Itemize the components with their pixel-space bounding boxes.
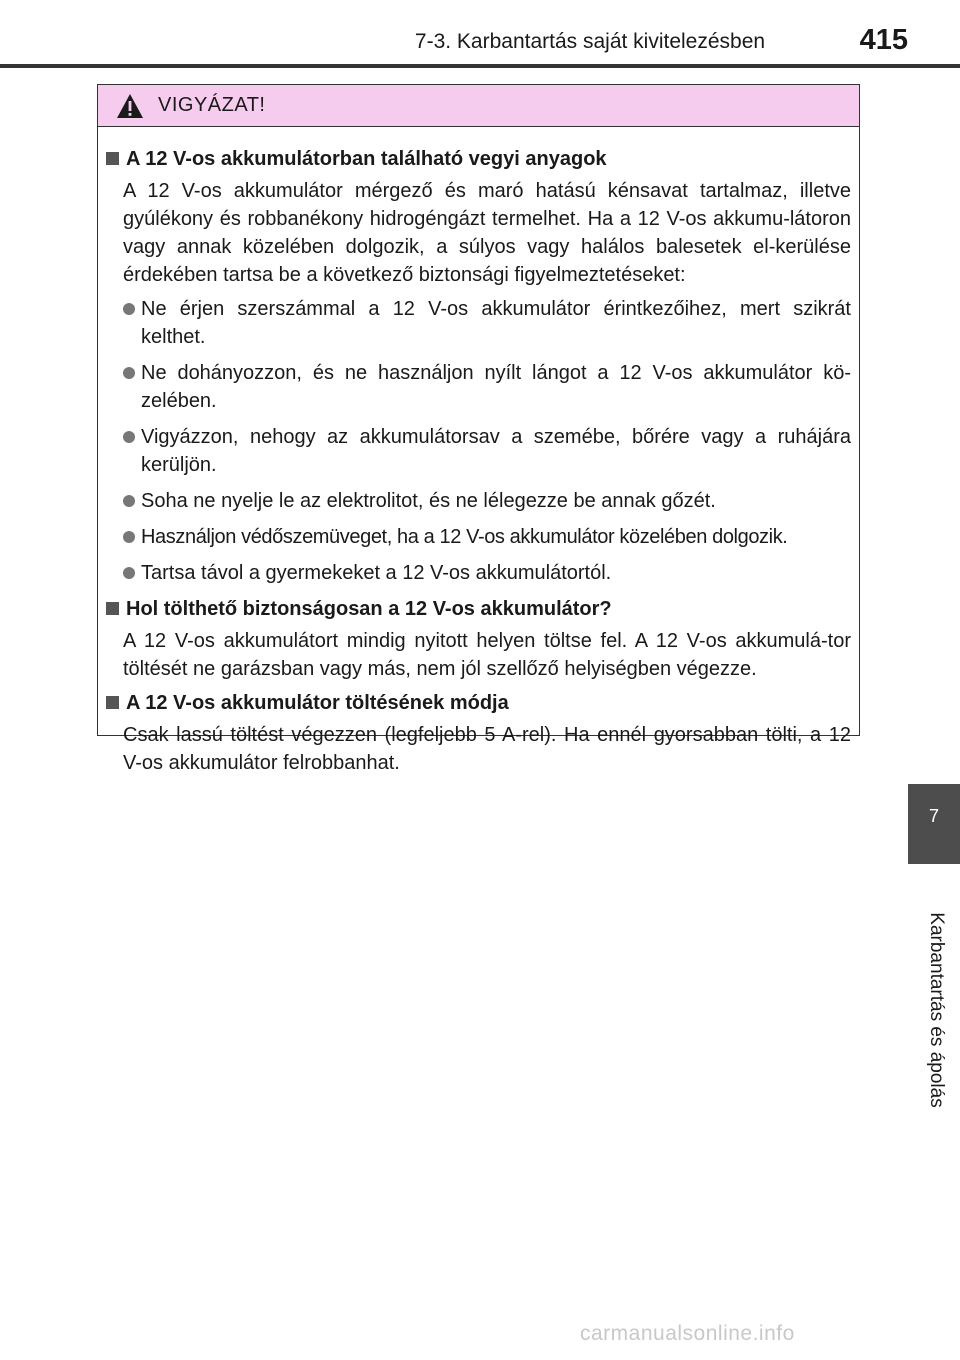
section-text: A 12 V-os akkumulátort mindig nyitott helyen töltse fel. A 12 V-os akkumulá-tor töltését ne garázsban vagy más, nem jól szellőző helyiségben végezze.: [123, 630, 851, 680]
dot-bullet-icon: [123, 567, 135, 579]
section-title-text: Hol tölthető biztonságosan a 12 V-os akkumulátor?: [126, 598, 612, 620]
list-item: [106, 487, 851, 515]
header-rule: [0, 64, 960, 68]
list-item: [106, 423, 851, 479]
square-bullet-icon: [106, 602, 119, 615]
dot-bullet-icon: [123, 303, 135, 315]
page-number: 415: [859, 24, 908, 56]
dot-bullet-icon: [123, 431, 135, 443]
bullet-list: [106, 295, 851, 587]
section-charging-method: [106, 689, 851, 777]
list-item-text: Vigyázzon, nehogy az akkumulátorsav a szemébe, bőrére vagy a ruhájára kerüljön.: [141, 426, 851, 476]
side-tab-number: 7: [908, 784, 960, 864]
warning-label: VIGYÁZAT!: [158, 94, 266, 116]
section-text: Csak lassú töltést végezzen (legfeljebb 5 A-rel). Ha ennél gyorsabban tölti, a 12 V-os akkumulátor felrobbanhat.: [123, 724, 851, 774]
section-title: [106, 689, 851, 717]
section-title-text: A 12 V-os akkumulátor töltésének módja: [126, 692, 509, 714]
list-item-text: Ne dohányozzon, és ne használjon nyílt lángot a 12 V-os akkumulátor kö-zelében.: [141, 362, 851, 412]
square-bullet-icon: [106, 152, 119, 165]
list-item: [106, 523, 851, 551]
section-text: A 12 V-os akkumulátor mérgező és maró hatású kénsavat tartalmaz, illetve gyúlékony és robbanékony hidrogéngázt termelhet. Ha a 12 V-os akkumu-látoron vagy annak közelében dolgozik, a súlyos vagy halálos balesetek el-kerülése érdekében tartsa be a következő biztonsági figyelmeztetéseket:: [123, 180, 851, 286]
warning-body: [98, 127, 859, 777]
dot-bullet-icon: [123, 367, 135, 379]
list-item-text: Ne érjen szerszámmal a 12 V-os akkumulátor érintkezőihez, mert szikrát kelthet.: [141, 298, 851, 348]
list-item-text: Tartsa távol a gyermekeket a 12 V-os akkumulátortól.: [141, 562, 612, 584]
warning-box: [97, 84, 860, 774]
header-title: 7-3. Karbantartás saját kivitelezésben: [414, 30, 766, 53]
list-item: [106, 559, 851, 587]
square-bullet-icon: [106, 696, 119, 709]
warning-triangle-icon: [116, 93, 144, 119]
side-tab-label: Karbantartás és ápolás: [926, 912, 947, 1108]
section-safe-charging-place: [106, 595, 851, 683]
section-chemicals: [106, 145, 851, 587]
list-item-text: Használjon védőszemüveget, ha a 12 V-os akkumulátor közelében dolgozik.: [141, 526, 788, 548]
section-title: [106, 595, 851, 623]
section-title-text: A 12 V-os akkumulátorban található vegyi anyagok: [126, 148, 607, 170]
watermark: carmanualsonline.info: [580, 1322, 795, 1345]
list-item: [106, 295, 851, 351]
list-item-text: Soha ne nyelje le az elektrolitot, és ne lélegezze be annak gőzét.: [141, 490, 716, 512]
list-item: [106, 359, 851, 415]
warning-header: [98, 85, 859, 127]
section-title: [106, 145, 851, 173]
dot-bullet-icon: [123, 495, 135, 507]
dot-bullet-icon: [123, 531, 135, 543]
